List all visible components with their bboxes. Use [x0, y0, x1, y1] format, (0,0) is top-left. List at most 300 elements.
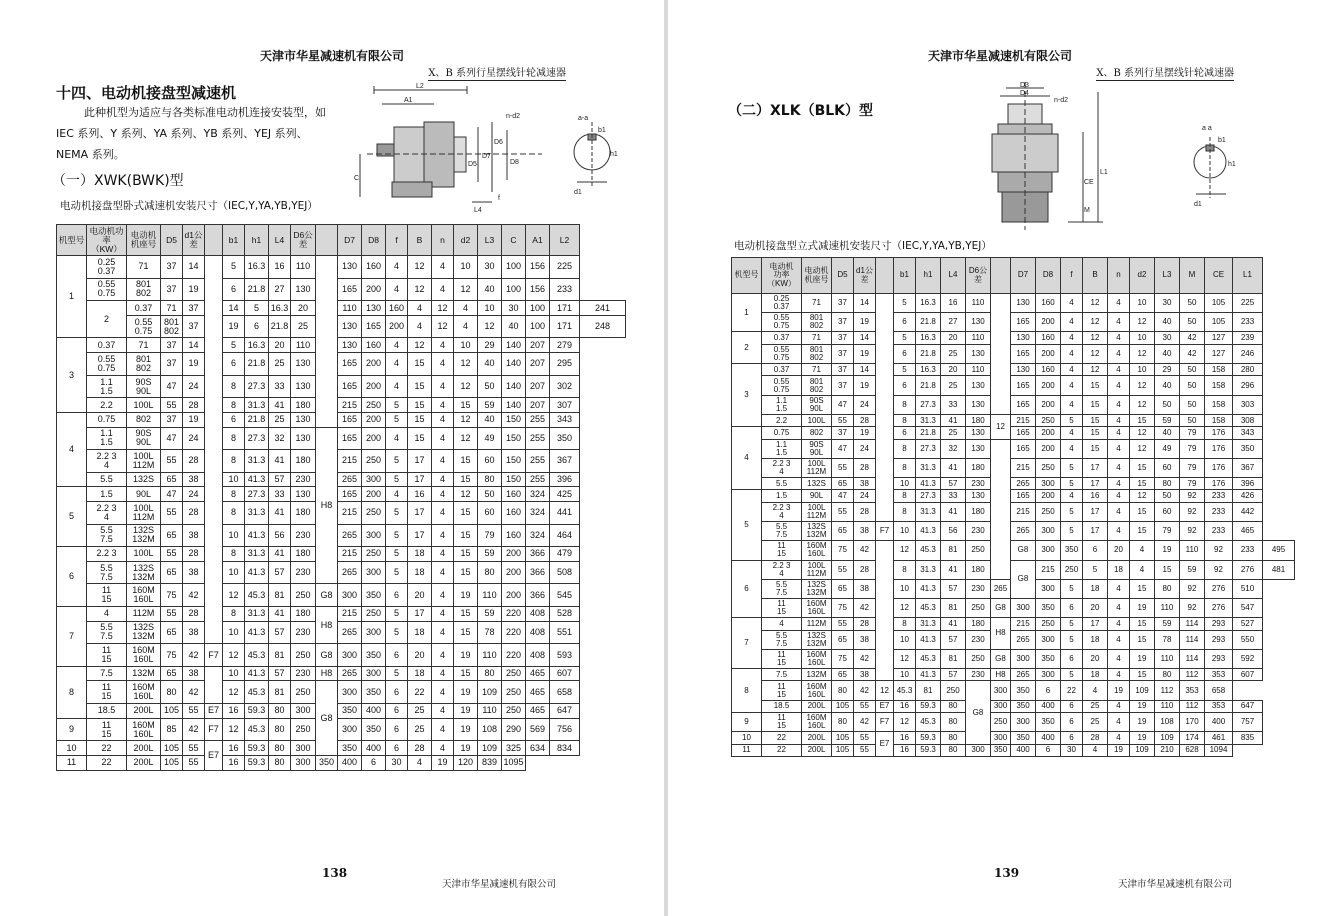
table-cell: 300 — [291, 741, 316, 756]
table-cell: 47 — [161, 427, 183, 450]
table-cell: 4 — [1108, 490, 1130, 502]
table-cell: 293 — [1205, 649, 1233, 668]
table-cell: 250 — [1061, 560, 1083, 579]
table-cell: 19 — [183, 278, 205, 301]
table-cell: G8 — [991, 598, 1011, 617]
table-cell: 28 — [854, 502, 876, 521]
table-cell: 350 — [550, 427, 580, 450]
table-cell: 75 — [832, 598, 854, 617]
table-cell: 426 — [1233, 490, 1263, 502]
table-cell: 37 — [183, 315, 205, 338]
table-cell: 6 — [223, 278, 245, 301]
table-cell: 22 — [87, 755, 127, 770]
table-cell: 607 — [1233, 669, 1263, 681]
table-cell: 10 — [454, 256, 478, 279]
table-cell: 353 — [1205, 669, 1233, 681]
column-header: D5 — [161, 225, 183, 256]
table-row — [57, 547, 626, 562]
table-cell: 593 — [550, 644, 580, 667]
table-cell: 41 — [941, 414, 966, 426]
table-cell: 248 — [580, 315, 626, 338]
table-cell: 85 — [161, 718, 183, 741]
table-cell: 15 — [1130, 478, 1155, 490]
table-cell: 801 802 — [127, 278, 161, 301]
table-cell: 130 — [338, 256, 362, 279]
table-cell: 55 — [832, 560, 854, 579]
table-cell: 200 — [1036, 376, 1061, 395]
table-cell: 200 — [502, 547, 526, 562]
table-cell: 569 — [526, 718, 550, 741]
table-cell: 464 — [550, 524, 580, 547]
table-cell: 4 — [386, 278, 408, 301]
table-cell: 42 — [854, 713, 876, 732]
table-cell: 40 — [478, 353, 502, 376]
table-cell: 158 — [1205, 414, 1233, 426]
table-cell: 280 — [1233, 364, 1263, 376]
table-cell: 250 — [291, 681, 316, 704]
table-cell: 41.3 — [245, 621, 269, 644]
table-cell: 42 — [183, 718, 205, 741]
table-cell: 42 — [183, 681, 205, 704]
table-cell: 160M 160L — [127, 644, 161, 667]
dim-label-l1: L1 — [1100, 169, 1108, 176]
table-cell: 158 — [1205, 376, 1233, 395]
table-row — [732, 560, 1295, 579]
table-cell: 0.55 0.75 — [762, 376, 802, 395]
table-cell: 265 — [1011, 522, 1036, 541]
table-cell: 15 — [1130, 669, 1155, 681]
column-header: L2 — [550, 225, 580, 256]
table-cell: 15 — [1130, 618, 1155, 630]
table-cell: 10 — [894, 669, 916, 681]
table-cell: 307 — [550, 398, 580, 413]
table-cell: 100L 112M — [127, 450, 161, 473]
table-cell: 4 — [408, 301, 432, 316]
table-cell: 4 — [432, 375, 454, 398]
table-cell: 479 — [550, 547, 580, 562]
table-cell: 801 802 — [127, 353, 161, 376]
table-cell: 6 — [1061, 732, 1083, 744]
table-cell: 300 — [1036, 579, 1061, 598]
table-cell: 180 — [291, 547, 316, 562]
table-cell: 350 — [1036, 649, 1061, 668]
table-cell: 4 — [1108, 313, 1130, 332]
table-cell: 8 — [894, 502, 916, 521]
table-cell: 130 — [1011, 332, 1036, 344]
table-cell: 350 — [362, 681, 386, 704]
table-cell: 20 — [941, 332, 966, 344]
table-cell: 81 — [269, 681, 291, 704]
table-cell: 14 — [223, 301, 245, 316]
table-cell: G8 — [316, 584, 338, 607]
table-row — [732, 332, 1295, 344]
table-cell: 255 — [526, 427, 550, 450]
table-cell: 59 — [478, 547, 502, 562]
dim-label-d7: D7 — [482, 153, 491, 160]
column-header: D6公差 — [291, 225, 316, 256]
table-cell: 4 — [1108, 364, 1130, 376]
table-cell: 27.3 — [245, 487, 269, 502]
table-cell: 250 — [362, 501, 386, 524]
table-cell: 658 — [1205, 681, 1233, 700]
table-cell: 400 — [1205, 713, 1233, 732]
table-cell: 41.3 — [245, 524, 269, 547]
table-cell: 140 — [502, 338, 526, 353]
table-cell: 4 — [432, 472, 454, 487]
table-cell: 4 — [1061, 439, 1083, 458]
table-cell: 0.37 — [87, 338, 127, 353]
table-cell: 109 — [478, 741, 502, 756]
table-cell: 50 — [1180, 395, 1205, 414]
table-cell: 12 — [408, 338, 432, 353]
column-header: 电动机 机座号 — [802, 258, 832, 294]
table-cell: 4 — [432, 547, 454, 562]
dim-label-c: C — [354, 175, 360, 182]
table-cell: 59.3 — [916, 700, 941, 712]
table-cell: 59 — [1155, 414, 1180, 426]
table-cell: 41.3 — [916, 579, 941, 598]
table-cell: 4 — [732, 427, 762, 490]
table-cell: 41 — [269, 607, 291, 622]
table-cell: 19 — [454, 741, 478, 756]
table-cell: 5 — [386, 547, 408, 562]
table-cell: 59 — [1155, 618, 1180, 630]
table-cell: 14 — [854, 294, 876, 313]
table-cell: 12 — [991, 414, 1011, 439]
table-cell: 5 — [732, 490, 762, 560]
table-cell: 5 — [1061, 414, 1083, 426]
table-cell: 265 — [338, 561, 362, 584]
table-cell: 19 — [223, 315, 245, 338]
table-cell: 265 — [338, 666, 362, 681]
table-cell: 230 — [966, 630, 991, 649]
table-cell: 158 — [1205, 395, 1233, 414]
table-cell: 165 — [1011, 376, 1036, 395]
column-header: 机型号 — [732, 258, 762, 294]
table-cell: 408 — [526, 607, 550, 622]
table-cell: G8 — [316, 681, 338, 755]
table-cell: 81 — [269, 644, 291, 667]
table-cell: 33 — [941, 395, 966, 414]
table-cell: 71 — [802, 364, 832, 376]
table-cell: 55 — [183, 704, 205, 719]
table-cell: 353 — [1205, 700, 1233, 712]
table-cell: 171 — [550, 301, 580, 316]
column-header: L3 — [1155, 258, 1180, 294]
table-cell: 49 — [1155, 439, 1180, 458]
table-cell: 75 — [832, 649, 854, 668]
table-cell: 50 — [1180, 364, 1205, 376]
dim-label-d4: D4 — [1020, 90, 1029, 97]
intro-text: 此种机型为适应与各类标准电动机连接安装型，如 IEC 系列、Y 系列、YA 系列、YB 系列、YEJ 系列、NEMA 系列。 — [56, 106, 326, 161]
column-header: D8 — [1036, 258, 1061, 294]
table-cell: 4 — [1108, 598, 1130, 617]
table-cell: 250 — [991, 713, 1011, 732]
table-cell: 250 — [502, 681, 526, 704]
table-cell: 5 — [894, 332, 916, 344]
table-cell: 200 — [362, 375, 386, 398]
table-cell: 165 — [338, 427, 362, 450]
table-cell: 5.5 7.5 — [762, 630, 802, 649]
table-cell: 5.5 7.5 — [87, 524, 127, 547]
table-cell: 6 — [894, 313, 916, 332]
table-cell: 250 — [362, 450, 386, 473]
table-cell: 160M 160L — [802, 681, 832, 700]
table-cell: 5 — [386, 472, 408, 487]
table-cell: 130 — [291, 487, 316, 502]
table-caption: 电动机接盘型卧式减速机安装尺寸（IEC,Y,YA,YB,YEJ） — [60, 200, 318, 212]
table-row — [57, 561, 626, 584]
table-cell: 28 — [183, 607, 205, 622]
table-cell: 130 — [966, 376, 991, 395]
table-row — [57, 398, 626, 413]
table-cell: 4 — [1108, 618, 1130, 630]
table-cell: 25 — [408, 718, 432, 741]
table-cell: 160M 160L — [802, 598, 832, 617]
table-cell: 16 — [894, 732, 916, 744]
table-cell — [991, 439, 1011, 579]
table-cell: 110 — [1155, 649, 1180, 668]
table-cell: 130 — [1011, 294, 1036, 313]
table-cell: 12 — [223, 644, 245, 667]
table-cell: 1 — [57, 256, 87, 338]
table-cell: 4 — [1061, 427, 1083, 439]
table-cell: 80 — [269, 718, 291, 741]
table-cell: 12 — [894, 598, 916, 617]
table-cell: 200 — [362, 427, 386, 450]
table-cell: 31.3 — [245, 450, 269, 473]
table-cell: 38 — [854, 579, 876, 598]
table-cell: 42 — [854, 681, 876, 700]
table-cell: 14 — [854, 364, 876, 376]
table-cell: 19 — [854, 376, 876, 395]
column-header: B — [408, 225, 432, 256]
column-header: f — [1061, 258, 1083, 294]
table-cell: 90S 90L — [127, 375, 161, 398]
table-cell: 28 — [1083, 732, 1108, 744]
subtitle: （一）XWK(BWK)型 — [52, 173, 184, 189]
table-cell: 2.2 — [87, 398, 127, 413]
table-cell: 4 — [432, 353, 454, 376]
table-cell: 215 — [1011, 618, 1036, 630]
table-cell: 57 — [269, 621, 291, 644]
table-cell: 15 — [1083, 376, 1108, 395]
table-cell: 442 — [1233, 502, 1263, 521]
table-cell: 408 — [526, 621, 550, 644]
table-cell: 461 — [1205, 732, 1233, 744]
table-cell: 37 — [832, 344, 854, 363]
table-cell: 16.3 — [245, 338, 269, 353]
table-cell: 127 — [1205, 332, 1233, 344]
table-cell: 41.3 — [245, 561, 269, 584]
column-header: CE — [1205, 258, 1233, 294]
table-cell: 5.5 — [87, 472, 127, 487]
table-row — [57, 353, 626, 376]
table-cell: 160M 160L — [802, 713, 832, 732]
table-cell: 65 — [161, 524, 183, 547]
table-cell: 276 — [1205, 579, 1233, 598]
table-cell: 42 — [183, 584, 205, 607]
table-cell: H8 — [991, 618, 1011, 650]
table-cell: 41 — [941, 502, 966, 521]
table-cell: 71 — [127, 256, 161, 279]
table-cell: 0.37 — [127, 301, 161, 316]
table-cell: 180 — [291, 607, 316, 622]
series-header: X、B 系列行星摆线针轮减速器 — [1096, 64, 1234, 81]
table-cell: 15 — [1083, 395, 1108, 414]
table-cell: 132S — [802, 478, 832, 490]
table-cell: 802 — [127, 412, 161, 427]
table-cell: 31.3 — [245, 398, 269, 413]
table-cell: 32 — [269, 427, 291, 450]
table-cell: 170 — [1180, 713, 1205, 732]
dim-label-a1: A1 — [404, 97, 413, 104]
table-row — [732, 313, 1295, 332]
table-cell: 80 — [941, 713, 966, 732]
table-cell: 165 — [338, 412, 362, 427]
table-cell: 4 — [1130, 541, 1155, 560]
table-cell: 65 — [832, 669, 854, 681]
table-cell: 1.1 1.5 — [87, 375, 127, 398]
table-cell: 11 — [732, 744, 762, 756]
table-cell: 300 — [338, 644, 362, 667]
table-cell: 100 — [526, 301, 550, 316]
table-cell: 50 — [478, 375, 502, 398]
table-cell: 6 — [386, 584, 408, 607]
table-cell: 465 — [526, 681, 550, 704]
table-cell: 6 — [732, 560, 762, 618]
table-cell: 31.3 — [245, 607, 269, 622]
table-cell: 21.8 — [245, 412, 269, 427]
table-cell: 3 — [732, 364, 762, 427]
table-cell: 4 — [1061, 294, 1083, 313]
table-row — [732, 618, 1295, 630]
table-cell: 5 — [386, 666, 408, 681]
table-cell: F7 — [205, 644, 223, 667]
table-cell: 300 — [1036, 522, 1061, 541]
table-cell: 5.5 — [762, 478, 802, 490]
table-cell: 57 — [941, 630, 966, 649]
table-cell: 12 — [1083, 344, 1108, 363]
table-cell: 400 — [1036, 732, 1061, 744]
table-cell: 5 — [245, 301, 269, 316]
table-cell: 300 — [1011, 713, 1036, 732]
table-cell: 132S 132M — [127, 561, 161, 584]
table-cell: 150 — [502, 412, 526, 427]
table-cell: 18 — [1108, 560, 1130, 579]
table-cell: 28 — [408, 741, 432, 756]
table-cell: 45.3 — [916, 713, 941, 732]
subtitle: （二）XLK（BLK）型 — [728, 103, 874, 119]
table-cell: F7 — [876, 713, 894, 732]
table-cell: 9 — [57, 718, 87, 741]
table-cell: 230 — [966, 522, 991, 541]
table-cell: 50 — [1155, 395, 1180, 414]
table-cell: 30 — [1155, 294, 1180, 313]
table-row — [57, 607, 626, 622]
table-row — [732, 700, 1295, 712]
table-cell: 158 — [1205, 364, 1233, 376]
table-cell: 3 — [57, 338, 87, 412]
table-cell: 15 — [1130, 630, 1155, 649]
table-cell: 105 — [161, 704, 183, 719]
table-cell: 80 — [478, 561, 502, 584]
table-cell: 79 — [478, 524, 502, 547]
table-cell: 4 — [1108, 669, 1130, 681]
column-header: A1 — [526, 225, 550, 256]
table-cell: 30 — [478, 256, 502, 279]
table-cell: 140 — [502, 398, 526, 413]
table-cell: 19 — [1108, 681, 1130, 700]
table-cell: 0.37 — [762, 364, 802, 376]
table-cell: 42 — [854, 649, 876, 668]
table-cell: 441 — [550, 501, 580, 524]
table-cell: 300 — [291, 755, 316, 770]
table-cell: 1.1 1.5 — [87, 427, 127, 450]
dim-label-f: f — [498, 195, 500, 202]
table-cell: 350 — [316, 755, 338, 770]
table-cell: 7 — [57, 607, 87, 667]
table-cell: 21.8 — [269, 315, 291, 338]
table-cell: 4 — [57, 412, 87, 486]
table-cell: 207 — [526, 398, 550, 413]
table-cell: 81 — [941, 541, 966, 560]
table-cell: 19 — [1108, 744, 1130, 756]
table-cell: 350 — [1036, 713, 1061, 732]
table-cell: 55 — [832, 618, 854, 630]
table-cell: 11 15 — [87, 681, 127, 704]
table-cell — [205, 256, 223, 644]
table-cell: 265 — [338, 621, 362, 644]
table-cell: 31.3 — [916, 414, 941, 426]
table-cell: 28 — [183, 501, 205, 524]
table-cell: 12 — [223, 584, 245, 607]
table-cell: 75 — [832, 541, 854, 560]
table-cell: 47 — [832, 490, 854, 502]
table-cell: 300 — [1036, 669, 1061, 681]
table-cell: 41 — [269, 501, 291, 524]
table-cell: 834 — [550, 741, 580, 756]
table-cell: 59.3 — [916, 744, 941, 756]
table-cell: 353 — [1180, 681, 1205, 700]
table-cell: 28 — [854, 414, 876, 426]
table-cell: 114 — [1180, 649, 1205, 668]
table-cell: 5 — [386, 561, 408, 584]
table-cell: 230 — [291, 524, 316, 547]
table-cell: 176 — [1205, 427, 1233, 439]
table-cell: 8 — [894, 458, 916, 477]
table-cell: 41.3 — [916, 669, 941, 681]
table-cell: 59 — [478, 607, 502, 622]
table-cell: 5 — [386, 450, 408, 473]
column-header: 电动机 功率 （KW） — [762, 258, 802, 294]
table-cell: 250 — [1036, 502, 1061, 521]
table-cell: 250 — [1036, 414, 1061, 426]
table-cell: 0.25 0.37 — [87, 256, 127, 279]
table-cell: 200 — [386, 315, 408, 338]
table-cell: 2.2 — [762, 414, 802, 426]
table-cell: 12 — [876, 681, 894, 700]
table-cell: 265 — [1011, 630, 1036, 649]
table-row — [732, 649, 1295, 668]
table-row — [57, 472, 626, 487]
table-cell: 658 — [550, 681, 580, 704]
table-row — [57, 278, 626, 301]
table-cell: 105 — [832, 700, 854, 712]
table-cell: 801 802 — [802, 376, 832, 395]
table-cell: 4 — [432, 524, 454, 547]
table-cell: 400 — [362, 704, 386, 719]
